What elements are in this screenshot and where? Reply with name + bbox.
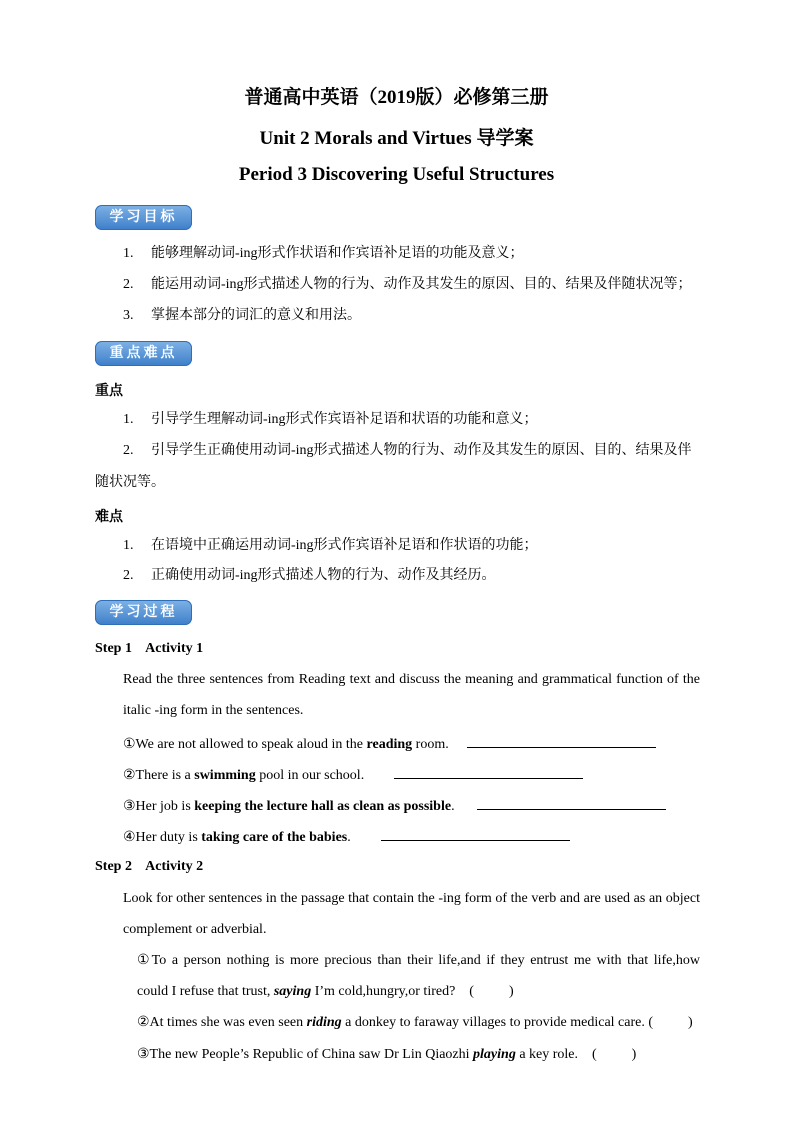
period-title: Period 3 Discovering Useful Structures	[238, 164, 555, 185]
e1-italic: saying	[273, 984, 312, 999]
e1-pre: could I refuse that trust,	[137, 984, 274, 999]
e2-italic: riding	[306, 1015, 342, 1030]
e1-post: I’m cold,hungry,or tired? ( )	[311, 984, 514, 999]
goal-item-1	[123, 244, 524, 264]
step2-example-2	[137, 1013, 693, 1033]
answer-blank-4[interactable]	[381, 826, 570, 841]
s2-post: pool in our school.	[255, 768, 365, 783]
step1-intro-line-2: italic -ing form in the sentences.	[123, 703, 304, 718]
hard-text-1: 在语境中正确运用动词-ing形式作宾语补足语和作状语的功能；	[151, 538, 538, 553]
key-label: 重点	[95, 384, 123, 399]
step2-example-3	[137, 1045, 636, 1065]
hard-text-2: 正确使用动词-ing形式描述人物的行为、动作及其经历。	[151, 568, 496, 583]
key-text-1: 引导学生理解动词-ing形式作宾语补足语和状语的功能和意义；	[151, 412, 538, 427]
step2-intro-line-1: Look for other sentences in the passage that contain the -ing form of the verb and are used as an object	[123, 891, 700, 906]
key-badge: 重点难点	[95, 341, 192, 366]
hard-num-1: 1.	[123, 538, 134, 553]
step1-sentence-3	[123, 795, 666, 817]
process-badge: 学习过程	[95, 600, 192, 625]
s4-post: .	[347, 830, 351, 845]
answer-blank-1[interactable]	[467, 733, 656, 748]
goal-text-2: 能运用动词-ing形式描述人物的行为、动作及其发生的原因、目的、结果及伴随状况等；	[151, 277, 692, 292]
hard-item-2	[123, 566, 496, 586]
step1-sentence-2	[123, 764, 583, 786]
hard-item-1	[123, 536, 538, 556]
e3-pre: ③The new People’s Republic of China saw Dr Lin Qiaozhi	[137, 1047, 474, 1062]
answer-blank-2[interactable]	[394, 764, 583, 779]
goal-num-2: 2.	[123, 277, 134, 292]
goal-item-2	[123, 275, 692, 295]
e3-italic: playing	[473, 1047, 516, 1062]
s3-pre: ③Her job is	[123, 799, 195, 814]
hard-label: 难点	[95, 510, 123, 525]
step2-example-1-line-2	[137, 982, 514, 1002]
step1-sentence-1	[123, 733, 656, 755]
key-num-2: 2.	[123, 443, 134, 458]
s3-bold: keeping the lecture hall as clean as possible	[194, 799, 452, 814]
document-title: 普通高中英语（2019版）必修第三册	[244, 87, 549, 108]
unit-title: Unit 2 Morals and Virtues 导学案	[259, 128, 534, 149]
hard-num-2: 2.	[123, 568, 134, 583]
step1-label: Step 1 Activity 1	[95, 641, 204, 656]
step2-example-1-line-1: ①To a person nothing is more precious than their life,and if they entrust me with that life,how	[137, 953, 700, 968]
e2-post: a donkey to faraway villages to provide medical care. ( )	[341, 1015, 693, 1030]
s2-bold: swimming	[194, 768, 256, 783]
s4-bold: taking care of the babies	[201, 830, 348, 845]
s3-post: .	[451, 799, 455, 814]
e3-post: a key role. ( )	[515, 1047, 637, 1062]
e2-pre: ②At times she was even seen	[137, 1015, 307, 1030]
answer-blank-3[interactable]	[477, 795, 666, 810]
key-text-2: 引导学生正确使用动词-ing形式描述人物的行为、动作及其发生的原因、目的、结果及伴	[151, 443, 692, 458]
s1-bold: reading	[366, 737, 413, 752]
s1-post: room.	[412, 737, 449, 752]
key-item-2-cont: 随状况等。	[95, 475, 165, 490]
s4-pre: ④Her duty is	[123, 830, 202, 845]
key-num-1: 1.	[123, 412, 134, 427]
goal-num-1: 1.	[123, 246, 134, 261]
key-item-1	[123, 410, 538, 430]
goal-text-1: 能够理解动词-ing形式作状语和作宾语补足语的功能及意义；	[151, 246, 524, 261]
goal-item-3	[123, 306, 361, 326]
goal-num-3: 3.	[123, 308, 134, 323]
goal-text-3: 掌握本部分的词汇的意义和用法。	[151, 308, 361, 323]
step1-sentence-4	[123, 826, 570, 848]
step2-intro-line-2: complement or adverbial.	[123, 922, 267, 937]
step2-label: Step 2 Activity 2	[95, 859, 204, 874]
s2-pre: ②There is a	[123, 768, 195, 783]
goals-badge: 学习目标	[95, 205, 192, 230]
step1-intro-line-1: Read the three sentences from Reading text and discuss the meaning and grammatical function of the	[123, 672, 700, 687]
key-item-2	[123, 441, 692, 461]
s1-pre: ①We are not allowed to speak aloud in the	[123, 737, 367, 752]
